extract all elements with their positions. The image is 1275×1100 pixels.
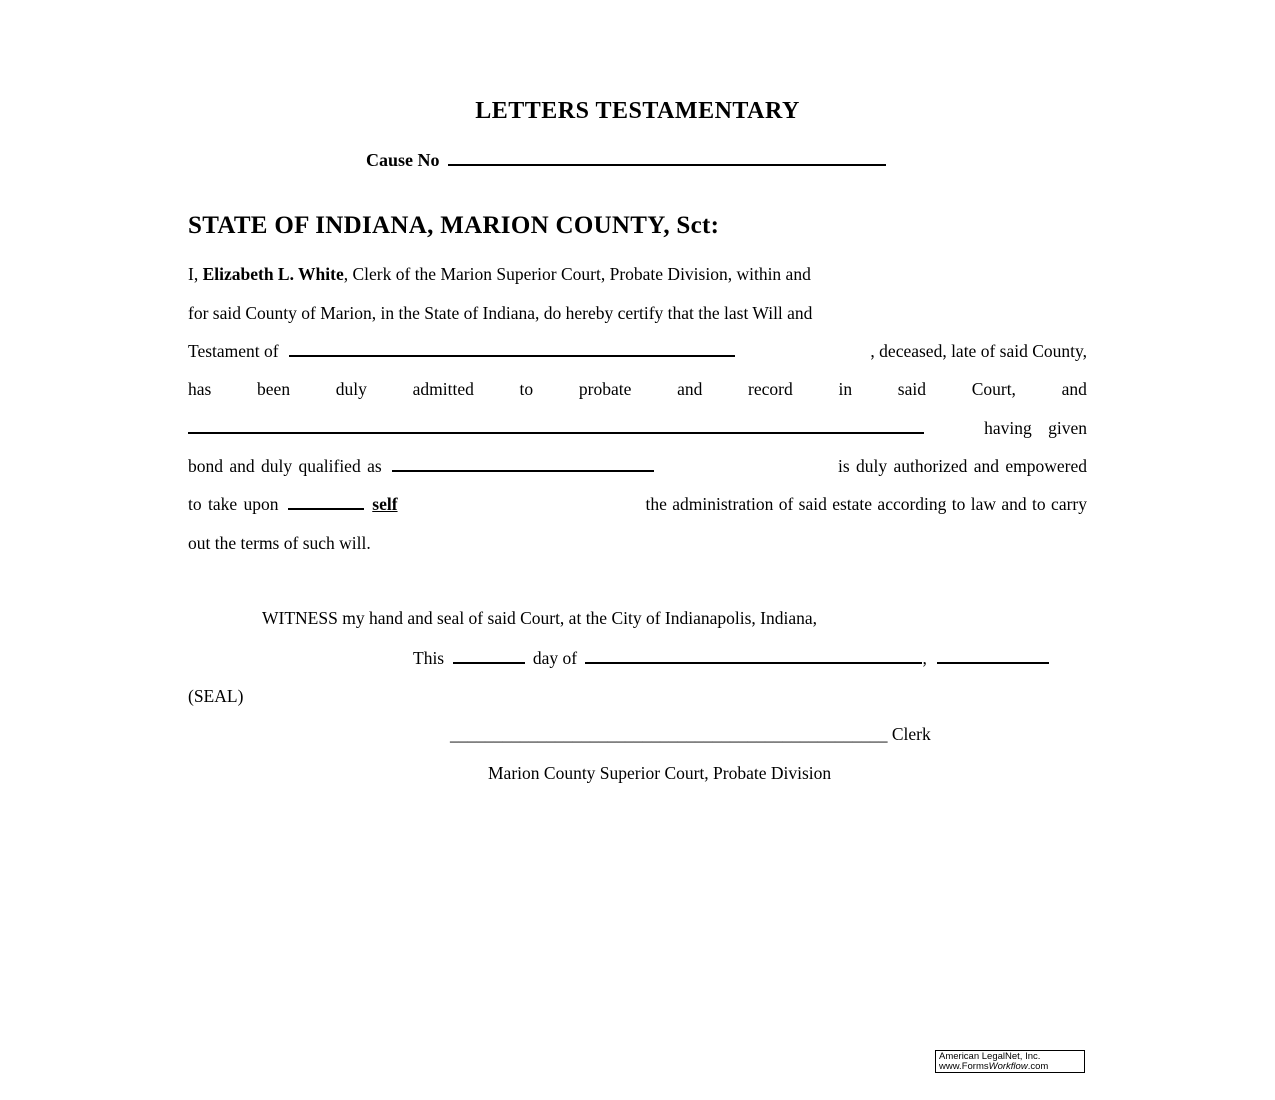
- paragraph-line-8: out the terms of such will.: [188, 533, 371, 553]
- clerk-label: Clerk: [891, 724, 931, 744]
- line-4-word: and: [677, 379, 703, 399]
- cause-number-blank[interactable]: [448, 163, 886, 166]
- line-4-word: and: [1061, 379, 1087, 399]
- clerk-signature-row: [450, 724, 931, 745]
- authorized-text: is duly authorized and empowered: [837, 456, 1087, 476]
- capacity-blank[interactable]: [392, 469, 654, 472]
- line-4-word: record: [748, 379, 793, 399]
- logo-line-2: www.FormsWorkflow.com: [939, 1061, 1049, 1072]
- paragraph-line-4: [188, 379, 1087, 400]
- line-4-word: has: [188, 379, 212, 399]
- line-4-word: Court,: [971, 379, 1016, 399]
- court-name: Marion County Superior Court, Probate Division: [488, 763, 832, 783]
- date-comma: ,: [922, 648, 927, 668]
- document-title: LETTERS TESTAMENTARY: [475, 98, 800, 124]
- administration-text: the administration of said estate according to law and to carry: [645, 494, 1087, 514]
- logo-line-1: American LegalNet, Inc.: [939, 1051, 1041, 1062]
- decedent-name-blank[interactable]: [289, 354, 735, 357]
- clerk-signature-line[interactable]: __________________________________________________: [450, 724, 888, 744]
- line-4-word: admitted: [412, 379, 474, 399]
- cause-number-row: [366, 150, 886, 171]
- personal-representative-blank[interactable]: [188, 431, 924, 434]
- paragraph-line-2: for said County of Marion, in the State of Indiana, do hereby certify that the last Will and: [188, 303, 813, 323]
- self-text: self: [372, 494, 398, 514]
- take-upon-text: to take upon: [188, 494, 279, 514]
- month-blank[interactable]: [585, 661, 922, 664]
- day-blank[interactable]: [453, 661, 525, 664]
- paragraph-line-6: [188, 456, 1087, 477]
- state-heading: STATE OF INDIANA, MARION COUNTY, Sct:: [188, 212, 720, 239]
- line-4-word: duly: [335, 379, 367, 399]
- testament-of-label: Testament of: [188, 341, 279, 361]
- qualified-as-text: bond and duly qualified as: [188, 456, 382, 476]
- paragraph-line-1: [188, 264, 1087, 285]
- american-legalnet-logo: [935, 1050, 1085, 1073]
- year-blank[interactable]: [937, 661, 1049, 664]
- line-4-word: in: [838, 379, 853, 399]
- paragraph-line-3: [188, 341, 1087, 362]
- cause-number-label: Cause No: [366, 150, 440, 170]
- deceased-text: , deceased, late of said County,: [870, 341, 1087, 361]
- line-1-rest: , Clerk of the Marion Superior Court, Probate Division, within and: [343, 264, 811, 284]
- line-4-word: said: [897, 379, 926, 399]
- paragraph-line-5: [188, 418, 1087, 439]
- pronoun-blank[interactable]: [288, 507, 364, 510]
- day-of-label: day of: [532, 648, 578, 668]
- paragraph-line-7: [188, 494, 1087, 515]
- this-label: This: [413, 648, 445, 668]
- line-4-word: been: [257, 379, 291, 399]
- line-4-word: to: [519, 379, 534, 399]
- witness-statement: WITNESS my hand and seal of said Court, at the City of Indianapolis, Indiana,: [262, 608, 818, 628]
- having-given-text: having given: [984, 418, 1087, 438]
- line-4-word: probate: [578, 379, 632, 399]
- text-i: I,: [188, 264, 199, 284]
- clerk-name: Elizabeth L. White: [202, 264, 344, 284]
- date-row: [413, 648, 1049, 669]
- seal-label: (SEAL): [188, 686, 244, 706]
